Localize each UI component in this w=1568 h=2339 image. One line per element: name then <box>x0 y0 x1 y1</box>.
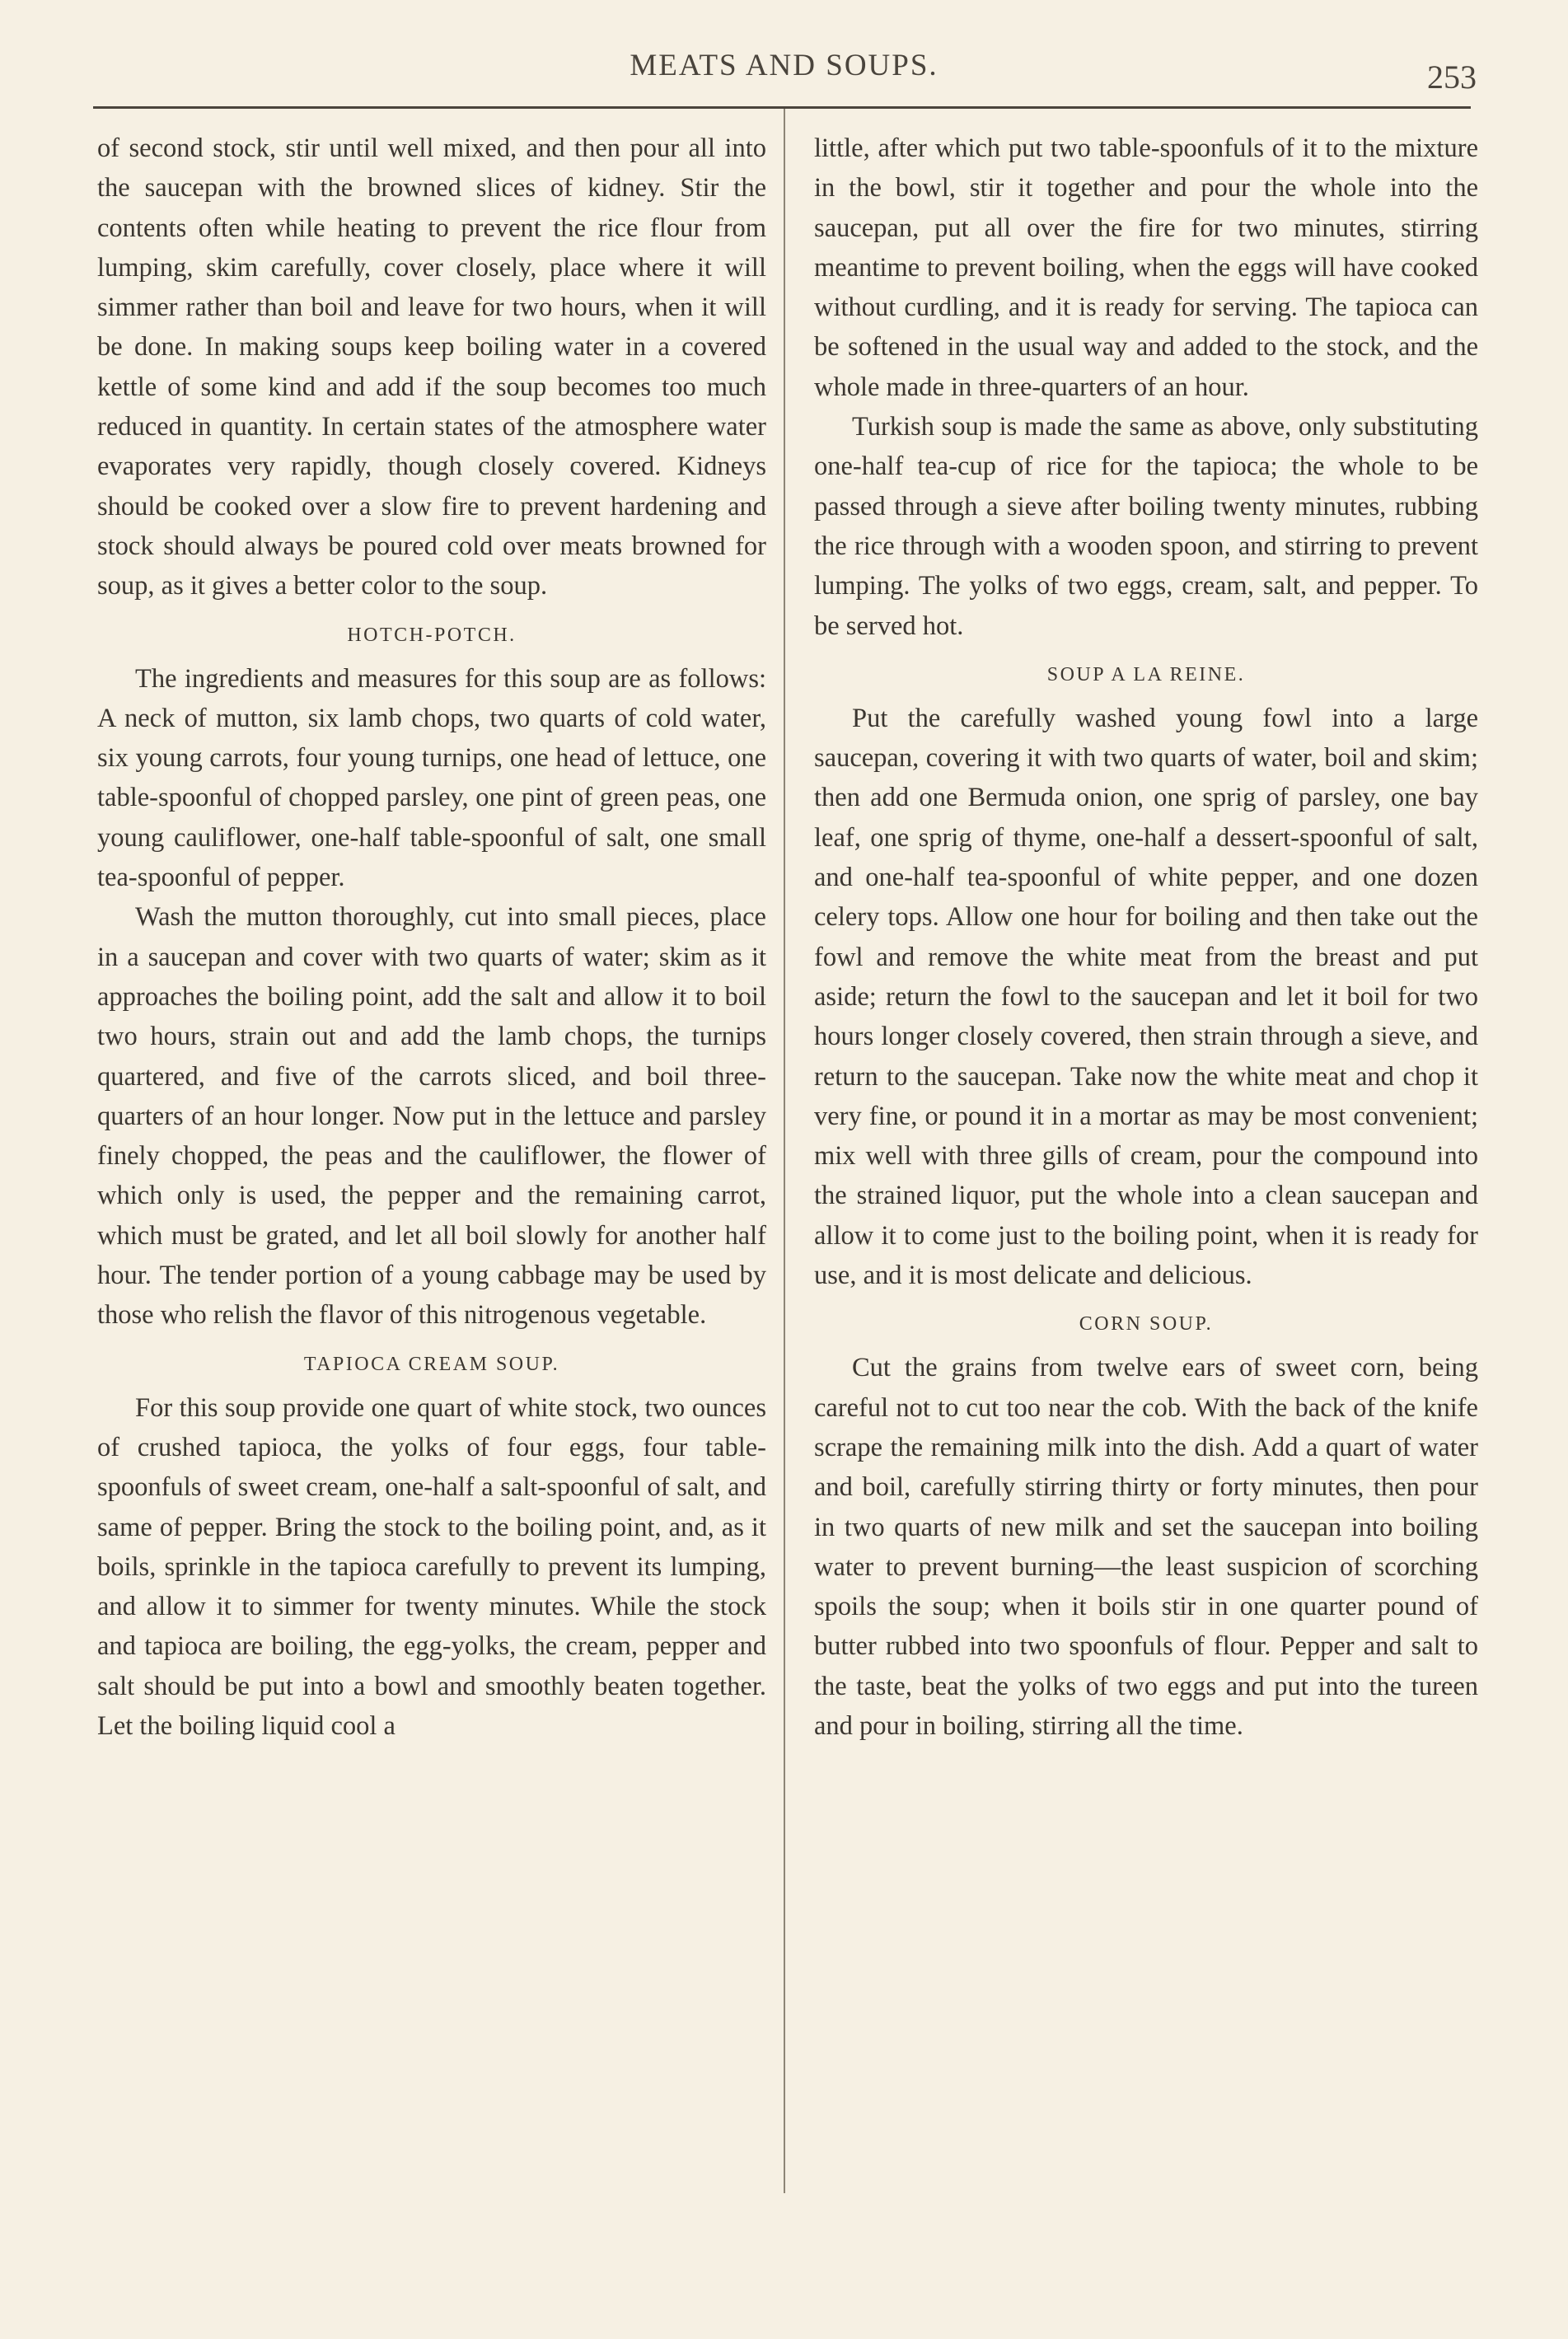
paragraph-soup-a-la-reine: Put the carefully washed young fowl into a large saucepan, covering it with two quarts of water, boil and skim; then add one Bermuda onion, one sprig of parsley, one bay leaf, one sprig of thyme, one-half a dessert-spoonful of salt, and one-half tea-spoonful of white pepper, and one dozen celery tops. Allow one hour for boiling and then take out the fowl and remove the white meat from the breast and put aside; return the fowl to the saucepan and let it boil for two hours longer closely covered, then strain through a sieve, and return to the saucepan. Take now the white meat and chop it very fine, or pound it in a mortar as may be most convenient; mix well with three gills of cream, pour the compound into the strained liquor, put the whole into a clean saucepan and allow it to come just to the boiling point, when it is ready for use, and it is most delicate and delicious. <box>814 703 1478 1291</box>
heading-corn-soup: CORN SOUP. <box>1079 1313 1214 1336</box>
paragraph-hotch-potch-ingredients: The ingredients and measures for this soup are as follows: A neck of mutton, six lamb chops, two quarts of cold water, six young carrots, four young turnips, one head of lettuce, one table-spoonful of chopped parsley, one pint of green peas, one young cauliflower, one-half table-spoonful of salt, one small tea-spoonful of pepper. <box>97 663 766 893</box>
heading-soup-a-la-reine: SOUP A LA REINE. <box>1046 663 1246 685</box>
left-column <box>97 129 766 1746</box>
header-rule <box>93 106 1471 109</box>
right-column <box>814 129 1478 1746</box>
heading-hotch-potch: HOTCH-POTCH. <box>347 624 517 646</box>
heading-tapioca-cream-soup: TAPIOCA CREAM SOUP. <box>303 1353 560 1375</box>
column-divider <box>784 109 785 2193</box>
paragraph-tapioca-cream-soup: For this soup provide one quart of white stock, two ounces of crushed tapioca, the yolks of four eggs, four table-spoonfuls of sweet cream, one-half a salt-spoonful of salt, and same of pepper. Bring the stock to the boiling point, and, as it boils, sprinkle in the tapioca carefully to prevent its lumping, and allow it to simmer for twenty minutes. While the stock and tapioca are boiling, the egg-yolks, the cream, pepper and salt should be put into a bowl and smoothly beaten together. Let the boiling liquid cool a <box>97 1392 766 1741</box>
running-head: MEATS AND SOUPS. <box>630 49 938 82</box>
paragraph-tapioca-continued: little, after which put two table-spoonfuls of it to the mixture in the bowl, stir it together and pour the whole into the saucepan, put all over the fire for two minutes, stirring meantime to prevent boiling, when the eggs will have cooked without curdling, and it is ready for serving. The tapioca can be softened in the usual way and added to the stock, and the whole made in three-quarters of an hour. <box>814 133 1478 402</box>
paragraph-corn-soup: Cut the grains from twelve ears of sweet corn, being careful not to cut too near the cob. With the back of the knife scrape the remaining milk into the dish. Add a quart of water and boil, carefully stirring thirty or forty minutes, then pour in two quarts of new milk and set the saucepan into boiling water to prevent burning—the least suspicion of scorching spoils the soup; when it boils stir in one quarter pound of butter rubbed into two spoonfuls of flour. Pepper and salt to the taste, beat the yolks of two eggs and put into the tureen and pour in boiling, stirring all the time. <box>814 1353 1478 1741</box>
paragraph-hotch-potch-method: Wash the mutton thoroughly, cut into small pieces, place in a saucepan and cover with two quarts of water; skim as it approaches the boiling point, add the salt and allow it to boil two hours, strain out and add the lamb chops, the turnips quartered, and five of the carrots sliced, and boil three-quarters of an hour longer. Now put in the lettuce and parsley finely chopped, the peas and the cauliflower, the flower of which only is used, the pepper and the remaining carrot, which must be grated, and let all boil slowly for another half hour. The tender portion of a young cabbage may be used by those who relish the flavor of this nitrogenous vegetable. <box>97 902 766 1331</box>
paragraph-kidney-continued: of second stock, stir until well mixed, and then pour all into the saucepan with the browned slices of kidney. Stir the contents often while heating to prevent the rice flour from lumping, skim carefully, cover closely, place where it will simmer rather than boil and leave for two hours, when it will be done. In making soups keep boiling water in a covered kettle of some kind and add if the soup becomes too much reduced in quantity. In certain states of the atmosphere water evaporates very rapidly, though closely covered. Kidneys should be cooked over a slow fire to prevent hardening and stock should always be poured cold over meats browned for soup, as it gives a better color to the soup. <box>97 133 766 601</box>
paragraph-turkish-soup: Turkish soup is made the same as above, only substituting one-half tea-cup of rice for the tapioca; the whole to be passed through a sieve after boiling twenty minutes, rubbing the rice through with a wooden spoon, and stirring to prevent lumping. The yolks of two eggs, cream, salt, and pepper. To be served hot. <box>814 412 1478 641</box>
page-number: 253 <box>1427 58 1477 96</box>
